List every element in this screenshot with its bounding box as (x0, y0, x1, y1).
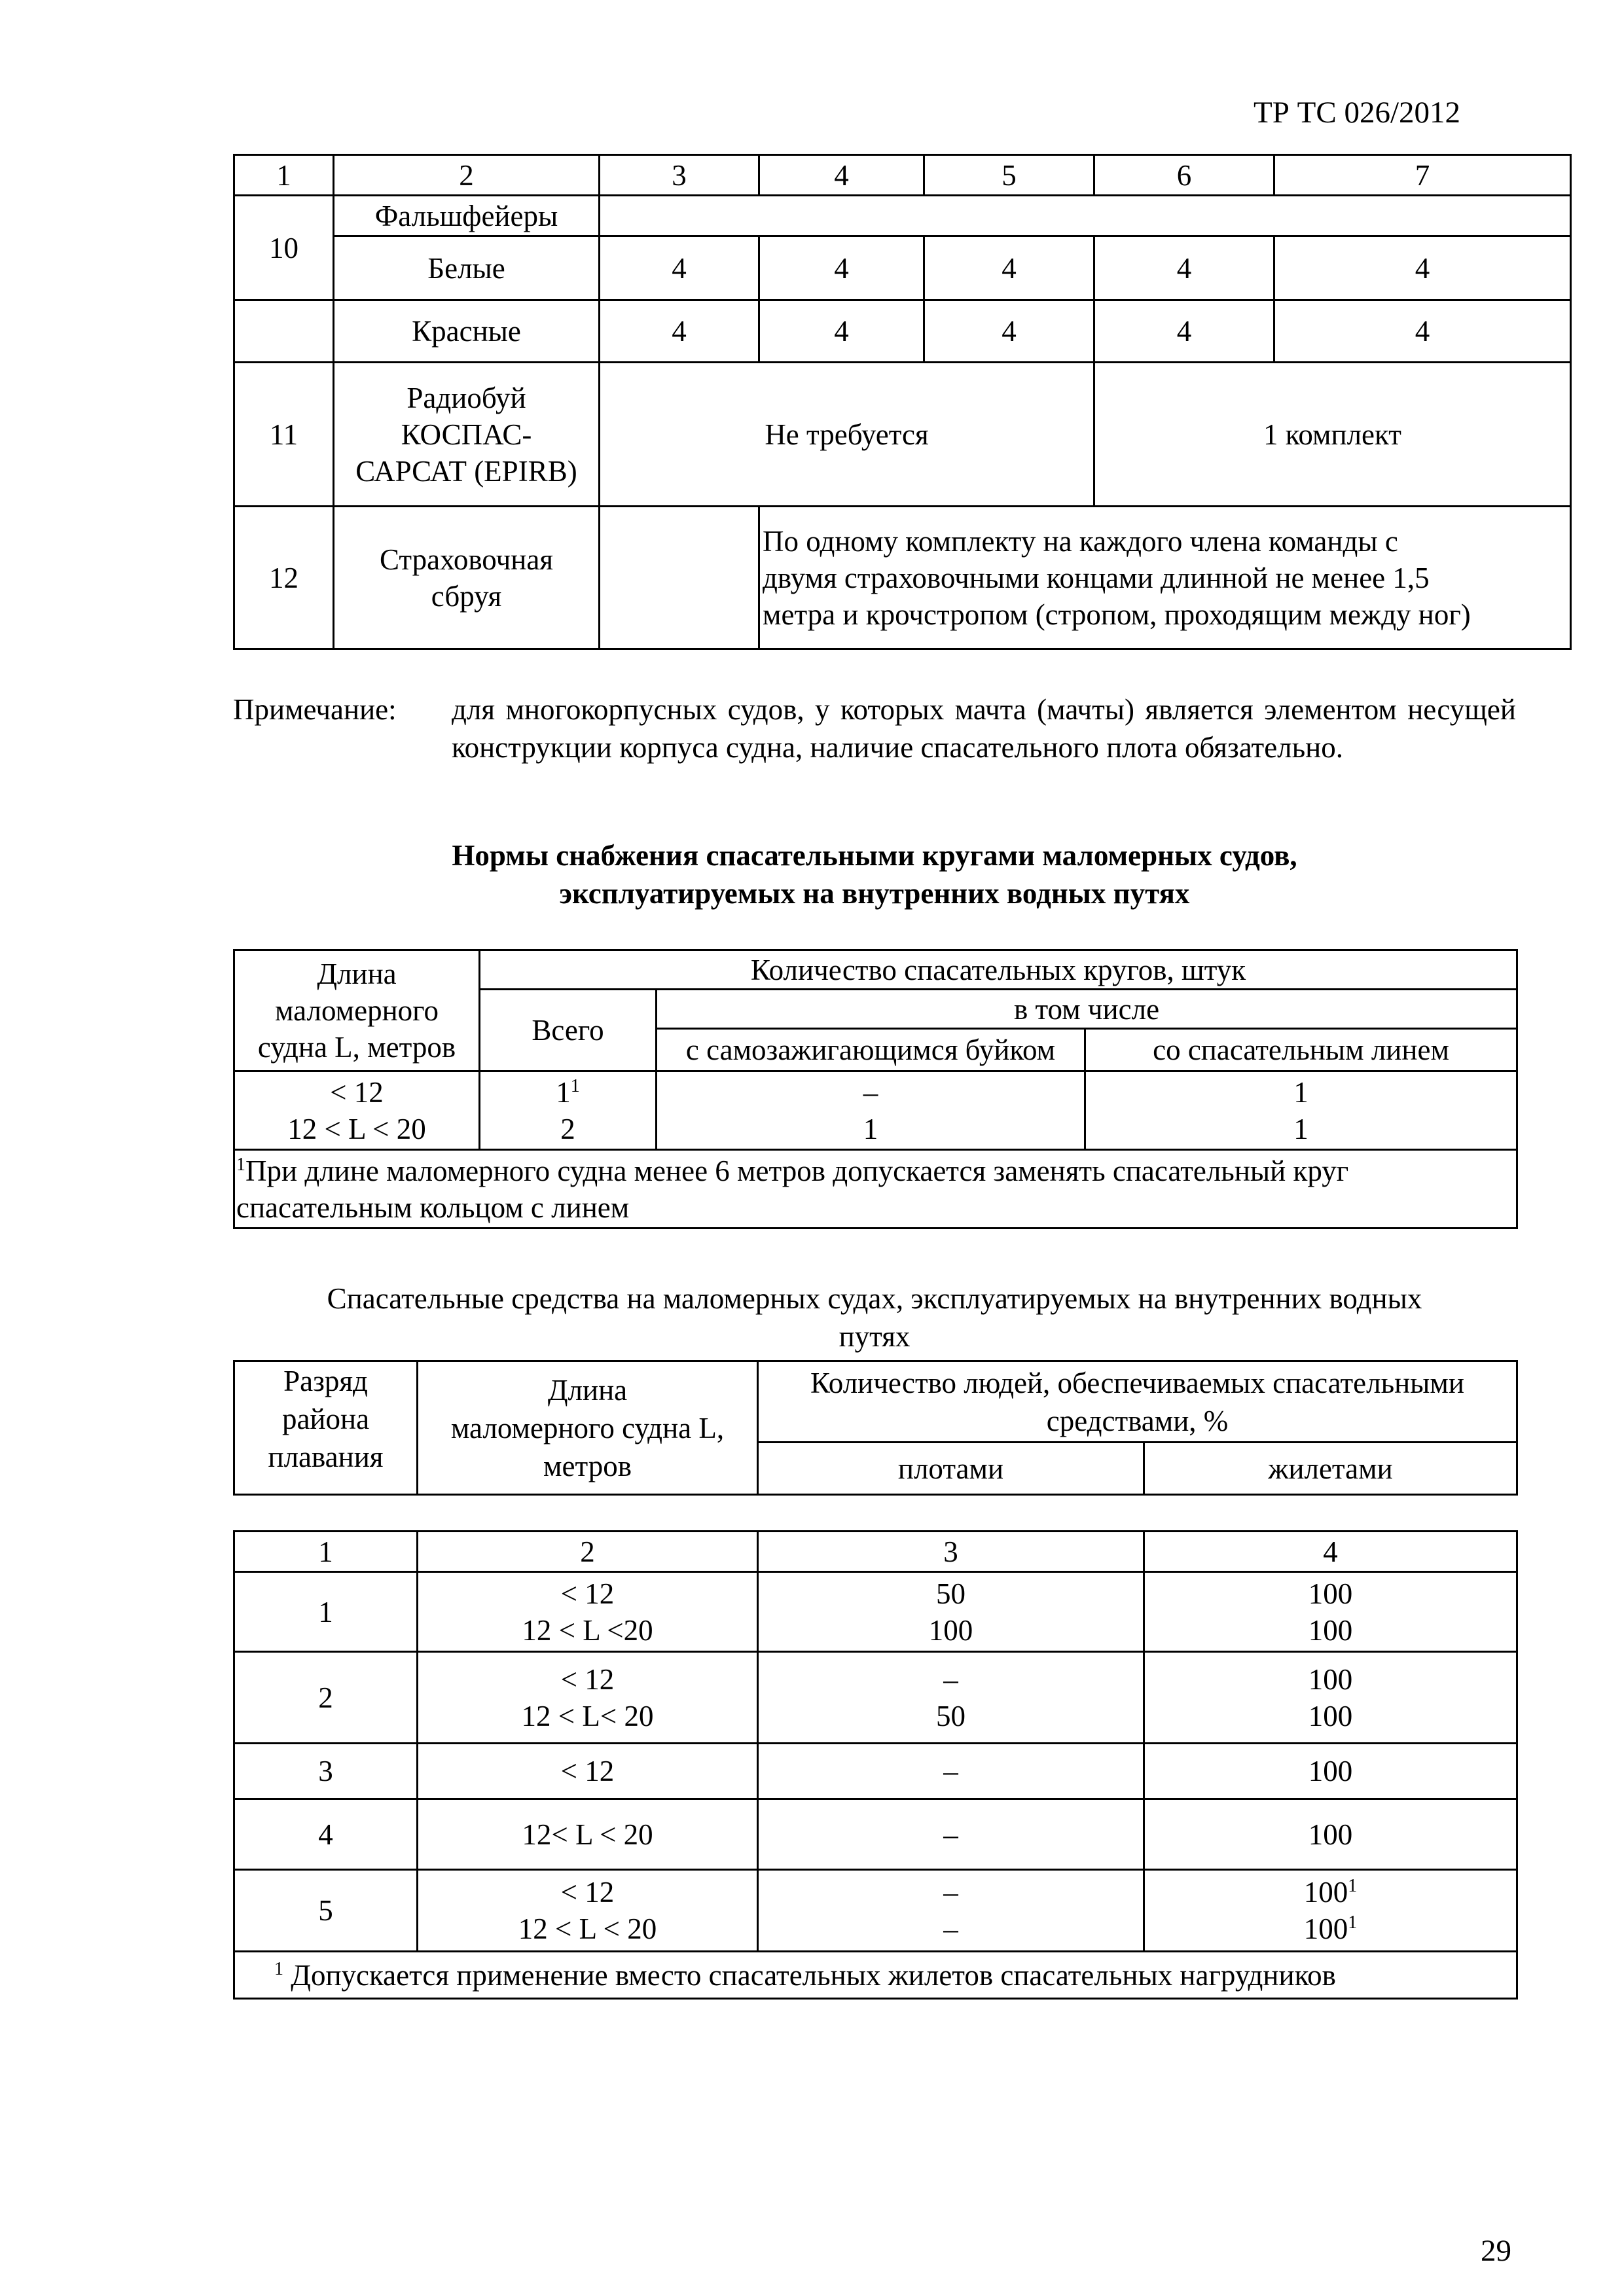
category-cell: 1 (234, 1572, 418, 1652)
item-subname: Белые (334, 236, 600, 300)
rafts-value: 100 (928, 1613, 973, 1647)
column-number: 7 (1274, 155, 1571, 196)
vests-number: 100 (1303, 1912, 1348, 1945)
length-value: 12 < L< 20 (521, 1699, 654, 1732)
section-title-line: Нормы снабжения спасательными кругами маломерных судов, (452, 839, 1297, 872)
table-footnote (234, 1952, 1517, 1999)
vests-value: 100 (1308, 1577, 1353, 1610)
vests-cell (1144, 1870, 1517, 1952)
table-row (234, 1572, 1517, 1652)
quantity-cell: 4 (1094, 236, 1274, 300)
section-title (233, 1280, 1516, 1355)
length-cell: < 12 (418, 1744, 758, 1799)
quantity-cell: 4 (924, 236, 1094, 300)
length-cell (418, 1572, 758, 1652)
rafts-cell: – (758, 1744, 1144, 1799)
quantity-cell: 4 (600, 236, 759, 300)
table-footnote (234, 1150, 1517, 1229)
self-igniting-value: – (863, 1075, 878, 1109)
item-name-line: КОСПАС- (401, 418, 532, 451)
vests-value (1149, 1910, 1512, 1947)
table-row (234, 196, 1571, 236)
note-label: Примечание: (233, 693, 397, 726)
item-name-line: Страховочная (379, 543, 554, 576)
table-row (234, 363, 1571, 507)
header-line: Длина (547, 1373, 628, 1407)
length-value: < 12 (560, 1662, 615, 1696)
quantity-cell: 4 (759, 236, 924, 300)
row-number: 10 (234, 196, 334, 300)
vests-cell: 100 (1144, 1799, 1517, 1870)
column-number: 3 (600, 155, 759, 196)
vests-cell: 100 (1144, 1744, 1517, 1799)
with-line-value: 1 (1293, 1075, 1308, 1109)
footnote-line: спасательным кольцом с линем (236, 1191, 630, 1224)
empty-cell (600, 196, 1571, 236)
footnote-row (234, 1952, 1517, 1999)
requirement-cell: Не требуется (600, 363, 1094, 507)
header-self-igniting: с самозажигающимся буйком (657, 1029, 1085, 1071)
length-cell (418, 1870, 758, 1952)
life-saving-equipment-table (233, 1530, 1518, 2000)
table-row (234, 1652, 1517, 1744)
column-number: 5 (924, 155, 1094, 196)
vests-cell (1144, 1572, 1517, 1652)
table-header-row (234, 1361, 1517, 1443)
quantity-cell: 4 (1274, 236, 1571, 300)
footnote-ref: 1 (1348, 1876, 1358, 1896)
section-title-line: Спасательные средства на маломерных судах, эксплуатируемых на внутренних водных (327, 1282, 1422, 1315)
item-name-line: САРСАТ (EPIRB) (355, 454, 577, 488)
empty-cell (600, 507, 759, 649)
requirement-line: По одному комплекту на каждого члена команды с (763, 524, 1398, 558)
total-number: 1 (556, 1075, 571, 1109)
rafts-cell (758, 1572, 1144, 1652)
item-subname: Красные (334, 300, 600, 363)
quantity-cell: 4 (600, 300, 759, 363)
header-length (418, 1361, 758, 1495)
vests-number: 100 (1303, 1876, 1348, 1909)
vests-value (1149, 1874, 1512, 1910)
footnote-mark: 1 (274, 1958, 283, 1979)
quantity-cell: 4 (1094, 300, 1274, 363)
column-number: 1 (234, 1532, 418, 1572)
header-category (234, 1361, 418, 1495)
lifebuoy-norms-table (233, 949, 1518, 1229)
item-name (334, 507, 600, 649)
category-cell: 3 (234, 1744, 418, 1799)
header-quantity: Количество спасательных кругов, штук (480, 950, 1517, 990)
quantity-cell: 4 (924, 300, 1094, 363)
table-row (234, 300, 1571, 363)
length-value: < 12 (560, 1577, 615, 1610)
table-row (234, 1071, 1517, 1150)
quantity-cell: 4 (759, 300, 924, 363)
rafts-cell (758, 1870, 1144, 1952)
header-line: Длина (317, 958, 397, 990)
header-people (758, 1361, 1517, 1443)
length-value: 12 < L <20 (522, 1613, 653, 1647)
length-cell (418, 1652, 758, 1744)
rafts-value: – (943, 1662, 958, 1696)
length-value: 12 < L < 20 (518, 1912, 657, 1945)
column-number: 3 (758, 1532, 1144, 1572)
page-number: 29 (1481, 2234, 1511, 2268)
category-cell: 5 (234, 1870, 418, 1952)
row-number: 11 (234, 363, 334, 507)
footnote-line (236, 1153, 1512, 1189)
section-title-line: путях (839, 1320, 911, 1353)
footnote-ref: 1 (1348, 1912, 1358, 1933)
requirement-cell: 1 комплект (1094, 363, 1571, 507)
with-line-value: 1 (1293, 1112, 1308, 1145)
quantity-cell: 4 (1274, 300, 1571, 363)
rafts-cell (758, 1652, 1144, 1744)
column-number-row (234, 155, 1571, 196)
header-length (234, 950, 480, 1071)
total-value: 2 (560, 1112, 575, 1145)
item-name-line: Радиобуй (406, 381, 526, 414)
header-line: района (281, 1403, 370, 1435)
requirement-text (759, 507, 1571, 649)
table-row (234, 507, 1571, 649)
item-name-line: сбруя (431, 579, 502, 613)
rafts-value: 50 (936, 1699, 965, 1732)
vests-value: 100 (1308, 1613, 1353, 1647)
note-paragraph (233, 691, 1516, 766)
rafts-value: – (943, 1876, 958, 1909)
header-total: Всего (480, 990, 657, 1071)
footnote-ref: 1 (570, 1075, 580, 1096)
header-line: Разряд (283, 1365, 368, 1397)
length-cell: 12< L < 20 (418, 1799, 758, 1870)
header-line: Количество людей, обеспечиваемых спасательными (810, 1366, 1464, 1399)
header-with-line: со спасательным линем (1085, 1029, 1517, 1071)
header-line: судна L, метров (257, 1031, 456, 1064)
rafts-value: 50 (936, 1577, 965, 1610)
header-line: метров (543, 1449, 632, 1482)
column-number-row (234, 1532, 1517, 1572)
document-code: ТР ТС 026/2012 (1254, 96, 1460, 130)
equipment-table (233, 154, 1572, 650)
item-name (334, 363, 600, 507)
column-number: 1 (234, 155, 334, 196)
section-title (233, 836, 1516, 912)
total-cell (480, 1071, 657, 1150)
column-number: 6 (1094, 155, 1274, 196)
header-vests: жилетами (1144, 1443, 1517, 1495)
self-igniting-value: 1 (863, 1112, 878, 1145)
rafts-value: – (943, 1912, 958, 1945)
note-text: для многокорпусных судов, у которых мачта (мачты) является элементом несущей конструкции корпуса судна, наличие спасательного плота обязательно. (452, 693, 1516, 764)
with-line-cell (1085, 1071, 1517, 1150)
length-cell (234, 1071, 480, 1150)
header-line: маломерного судна L, (450, 1411, 725, 1444)
footnote-text: Допускается применение вместо спасательных жилетов спасательных нагрудников (291, 1958, 1336, 1992)
vests-value: 100 (1308, 1662, 1353, 1696)
life-saving-equipment-header-table (233, 1360, 1518, 1496)
footnote-row (234, 1150, 1517, 1229)
category-cell: 4 (234, 1799, 418, 1870)
header-line: средствами, % (1046, 1404, 1229, 1437)
item-name: Фальшфейеры (334, 196, 600, 236)
category-cell: 2 (234, 1652, 418, 1744)
requirement-line: двумя страховочными концами длинной не менее 1,5 (763, 561, 1430, 594)
table-row (234, 236, 1571, 300)
header-line: плавания (268, 1441, 384, 1473)
table-row (234, 1744, 1517, 1799)
header-rafts: плотами (758, 1443, 1144, 1495)
length-value: 12 < L < 20 (287, 1112, 426, 1145)
section-title-line: эксплуатируемых на внутренних водных путях (559, 877, 1190, 910)
header-line: маломерного (274, 994, 439, 1027)
vests-cell (1144, 1652, 1517, 1744)
column-number: 4 (1144, 1532, 1517, 1572)
self-igniting-cell (657, 1071, 1085, 1150)
header-including: в том числе (657, 990, 1517, 1029)
table-row (234, 1870, 1517, 1952)
footnote-mark: 1 (236, 1154, 245, 1175)
column-number: 2 (418, 1532, 758, 1572)
row-number: 12 (234, 507, 334, 649)
column-number: 2 (334, 155, 600, 196)
total-value (484, 1074, 651, 1111)
rafts-cell: – (758, 1799, 1144, 1870)
table-header-row (234, 950, 1517, 990)
vests-value: 100 (1308, 1699, 1353, 1732)
column-number: 4 (759, 155, 924, 196)
requirement-line: метра и крочстропом (стропом, проходящим между ног) (763, 598, 1471, 631)
empty-cell (234, 300, 334, 363)
length-value: < 12 (330, 1075, 384, 1109)
length-value: < 12 (560, 1876, 615, 1909)
footnote-text: При длине маломерного судна менее 6 метров допускается заменять спасательный круг (245, 1154, 1349, 1187)
table-row (234, 1799, 1517, 1870)
